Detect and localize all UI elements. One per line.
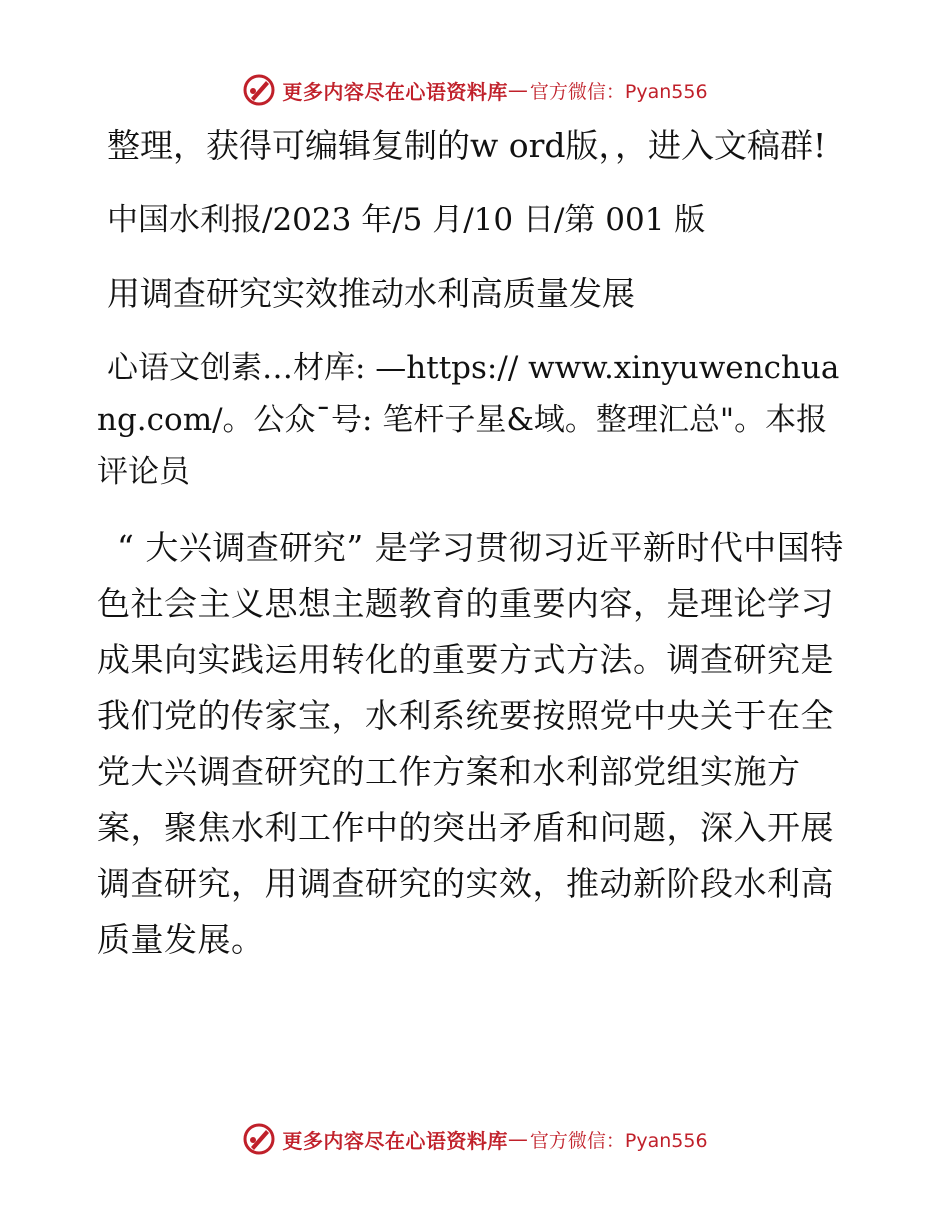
banner-dash: — [507,78,528,102]
banner-title: 更多内容尽在心语资料库 [282,1128,508,1153]
banner-wechat: 官方微信：Pyan556 [529,1129,708,1152]
article-title: 用调查研究实效推动水利高质量发展 [107,274,635,313]
source-note: 心语文创素…材库: —https:// www.xinyuwenchuang.com/。公众¯号: 笔杆子星&域。整理汇总"。本报评论员 [97,350,840,490]
document-body [97,120,857,968]
banner-dash: — [507,1127,528,1151]
footer-banner [0,1119,950,1159]
pen-logo-icon [242,1122,276,1156]
banner-title: 更多内容尽在心语资料库 [282,79,508,104]
intro-paragraph: 整理，获得可编辑复制的w ord版，，进入文稿群! [107,126,827,165]
body-paragraph: “ 大兴调查研究” 是学习贯彻习近平新时代中国特色社会主义思想主题教育的重要内容，是理论学习成果向实践运用转化的重要方式方法。调查研究是我们党的传家宝，水利系统要按照党中央关于在全党大兴调查研究的工作方案和水利部党组实施方案，聚焦水利工作中的突出矛盾和问题，深入开展调查研究，用调查研究的实效，推动新阶段水利高质量发展。 [97,528,844,959]
banner-wechat: 官方微信：Pyan556 [529,80,708,103]
pen-logo-icon [242,73,276,107]
publication-meta: 中国水利报/2023 年/5 月/10 日/第 001 版 [107,202,706,238]
header-banner [0,70,950,110]
